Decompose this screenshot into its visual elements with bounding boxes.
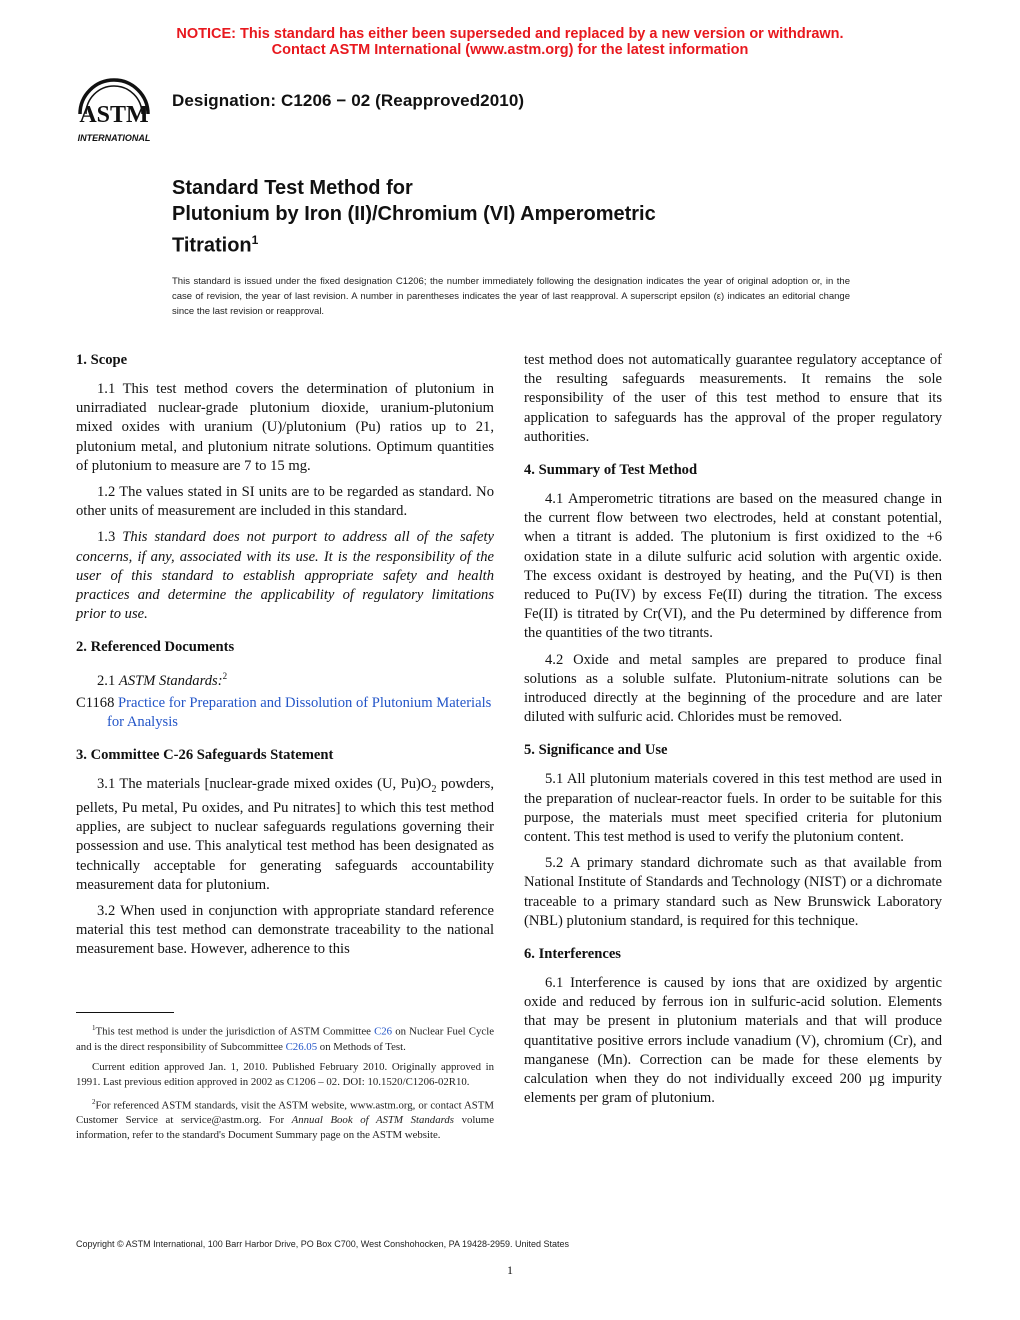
para-1-2: 1.2 The values stated in SI units are to be regarded as standard. No other units of measurement are included in this standard.: [76, 484, 494, 520]
logo-text: ASTM: [79, 102, 149, 128]
committee-c26-link[interactable]: C26: [374, 1025, 393, 1038]
section-5-heading: 5. Significance and Use: [524, 742, 668, 759]
notice-line-2: Contact ASTM International (www.astm.org) for the latest information: [271, 42, 749, 58]
para-3-1: 3.1 The materials [nuclear-grade mixed oxides (U, $Pu)O_2$ powders, pellets, Pu metal, Pu oxides, and Pu nitrates] to which this test method applies, are subject to nuclear safeguards regulations governing their possession and use. This analytical test method has been designated as technically acceptable for generating safeguards accountability measurement data for plutonium.: [76, 775, 494, 893]
footnote-edition: Current edition approved Jan. 1, 2010. Published February 2010. Originally approved in 1991. Last previous edition approved in 2002 as C1206 – 02. DOI: 10.1520/C1206-02R10.: [76, 1060, 494, 1088]
right-column: [524, 351, 942, 1116]
astm-logo-icon: [66, 78, 162, 144]
title-line-2: Plutonium by Iron (II)/Chromium (VI) Amperometric: [172, 203, 656, 225]
footnote-rule: [76, 1012, 174, 1013]
footnotes: [76, 1021, 494, 1148]
para-5-2: 5.2 A primary standard dichromate such as that available from National Institute of Standards and Technology (NIST) or a dichromate traceable to a primary standard such as New Brunswick Laboratory (NBL) plutonium standard, is required for this technique.: [524, 855, 942, 929]
section-2-heading: 2. Referenced Documents: [76, 639, 235, 656]
title-line-1: Standard Test Method for: [172, 177, 413, 199]
section-1-heading: 1. Scope: [76, 352, 128, 368]
para-2-1: 2.1 ASTM Standards:$^2$: [97, 671, 228, 690]
logo-subtext: INTERNATIONAL: [77, 133, 151, 143]
para-1-3: 1.3 This standard does not purport to address all of the safety concerns, if any, associated with its use. It is the responsibility of the user of this standard to establish appropriate safety and health practices and determine the applicability of regulatory limitations prior to use.: [76, 529, 494, 623]
issued-note: This standard is issued under the fixed designation C1206; the number immediately following the designation indicates the year of original adoption or, in the case of revision, the year of last revision. A number in parentheses indicates the year of last reapproval. A superscript epsilon (ε) indicates an editorial change since the last revision or reapproval.: [172, 276, 850, 317]
referenced-document: C1168 Practice for Preparation and Dissolution of Plutonium Materials for Analysis: [76, 694, 492, 730]
copyright: Copyright © ASTM International, 100 Barr Harbor Drive, PO Box C700, West Conshohocken, PA 19428-2959. United States: [76, 1239, 570, 1249]
notice-line-1: NOTICE: This standard has either been superseded and replaced by a new version or withdrawn.: [176, 26, 844, 42]
para-1-1: 1.1 This test method covers the determination of plutonium in unirradiated nuclear-grade plutonium dioxide, uranium-plutonium mixed oxides with uranium (U)/plutonium (Pu) ratios up to 21, plutonium metal, and plutonium nitrate solutions. Optimum quantities of plutonium to measure are 7 to 15 mg.: [76, 381, 494, 474]
page-number: 1: [507, 1263, 513, 1277]
para-5-1: 5.1 All plutonium materials covered in this test method are used in the preparation of nuclear-reactor fuels. In order to be suitable for this purpose, the materials must meet specified criteria for plutonium content. This test method is used to verify the plutonium content.: [524, 771, 942, 846]
title-line-3: Titration$^1$: [172, 233, 259, 257]
para-3-2-continued: test method does not automatically guarantee regulatory acceptance of the resulting safeguards measurements. It remains the sole responsibility of the user of this test method to ensure that its application to safeguards has the approval of the proper regulatory authorities.: [524, 352, 942, 445]
footnote-2: $^2$For referenced ASTM standards, visit the ASTM website, www.astm.org, or contact ASTM Customer Service at service@astm.org. For Annual Book of ASTM Standards volume information, refer to the standard's Document Summary page on the ASTM website.: [76, 1097, 494, 1142]
para-6-1: 6.1 Interference is caused by ions that are oxidized by argentic oxide and reduced by ferrous ion in sulfuric-acid solution. Elements that may be present in plutonium materials and that will produce quantitative positive errors include vanadium (V), chromium (Cr), and manganese (Mn). Correction can be made for these elements by calculation when they do not individually exceed 200 µg impurity elements per gram of plutonium.: [524, 975, 942, 1107]
section-4-heading: 4. Summary of Test Method: [524, 462, 698, 479]
footnote-1: $^1$This test method is under the jurisdiction of ASTM Committee C26 on Nuclear Fuel Cycle and is the direct responsibility of Subcommittee C26.05 on Methods of Test.: [76, 1024, 494, 1053]
section-6-heading: 6. Interferences: [524, 946, 621, 963]
supersession-notice: [0, 26, 1020, 58]
subcommittee-c26-05-link[interactable]: C26.05: [285, 1040, 318, 1053]
designation: Designation: C1206 − 02 (Reapproved2010): [172, 91, 525, 110]
para-4-2: 4.2 Oxide and metal samples are prepared to produce final solutions as a soluble sulfate. Plutonium-nitrate solutions can be introduced directly at the beginning of the procedure and are later diluted with sulfuric acid. Chlorides must be removed.: [524, 651, 942, 726]
title-footnote-mark[interactable]: 1: [251, 233, 259, 247]
astm-logo: [66, 78, 162, 144]
document-title: [172, 175, 656, 259]
para-4-1: 4.1 Amperometric titrations are based on the measured change in the current flow between two electrodes, held at constant potential, when a titrant is added. The plutonium is first oxidized to the +6 oxidation state in a dilute sulfuric acid solution with argentic oxide. The excess oxidant is destroyed by heating, and the Pu(VI) is then reduced to Pu(IV) by excess Fe(II) during the titration. The excess Fe(II) is titrated by Cr(VI), and the Pu determined by difference from the quantities of the two titrants.: [524, 491, 942, 642]
ref-c1168-link[interactable]: Practice for Preparation and Dissolution of Plutonium Materials for Analysis: [107, 694, 492, 730]
para-3-2: 3.2 When used in conjunction with appropriate standard reference material this test method can demonstrate traceability to the national measurement base. However, adherence to this: [76, 903, 494, 958]
left-column: [76, 351, 494, 967]
section-3-heading: 3. Committee C-26 Safeguards Statement: [76, 746, 334, 763]
